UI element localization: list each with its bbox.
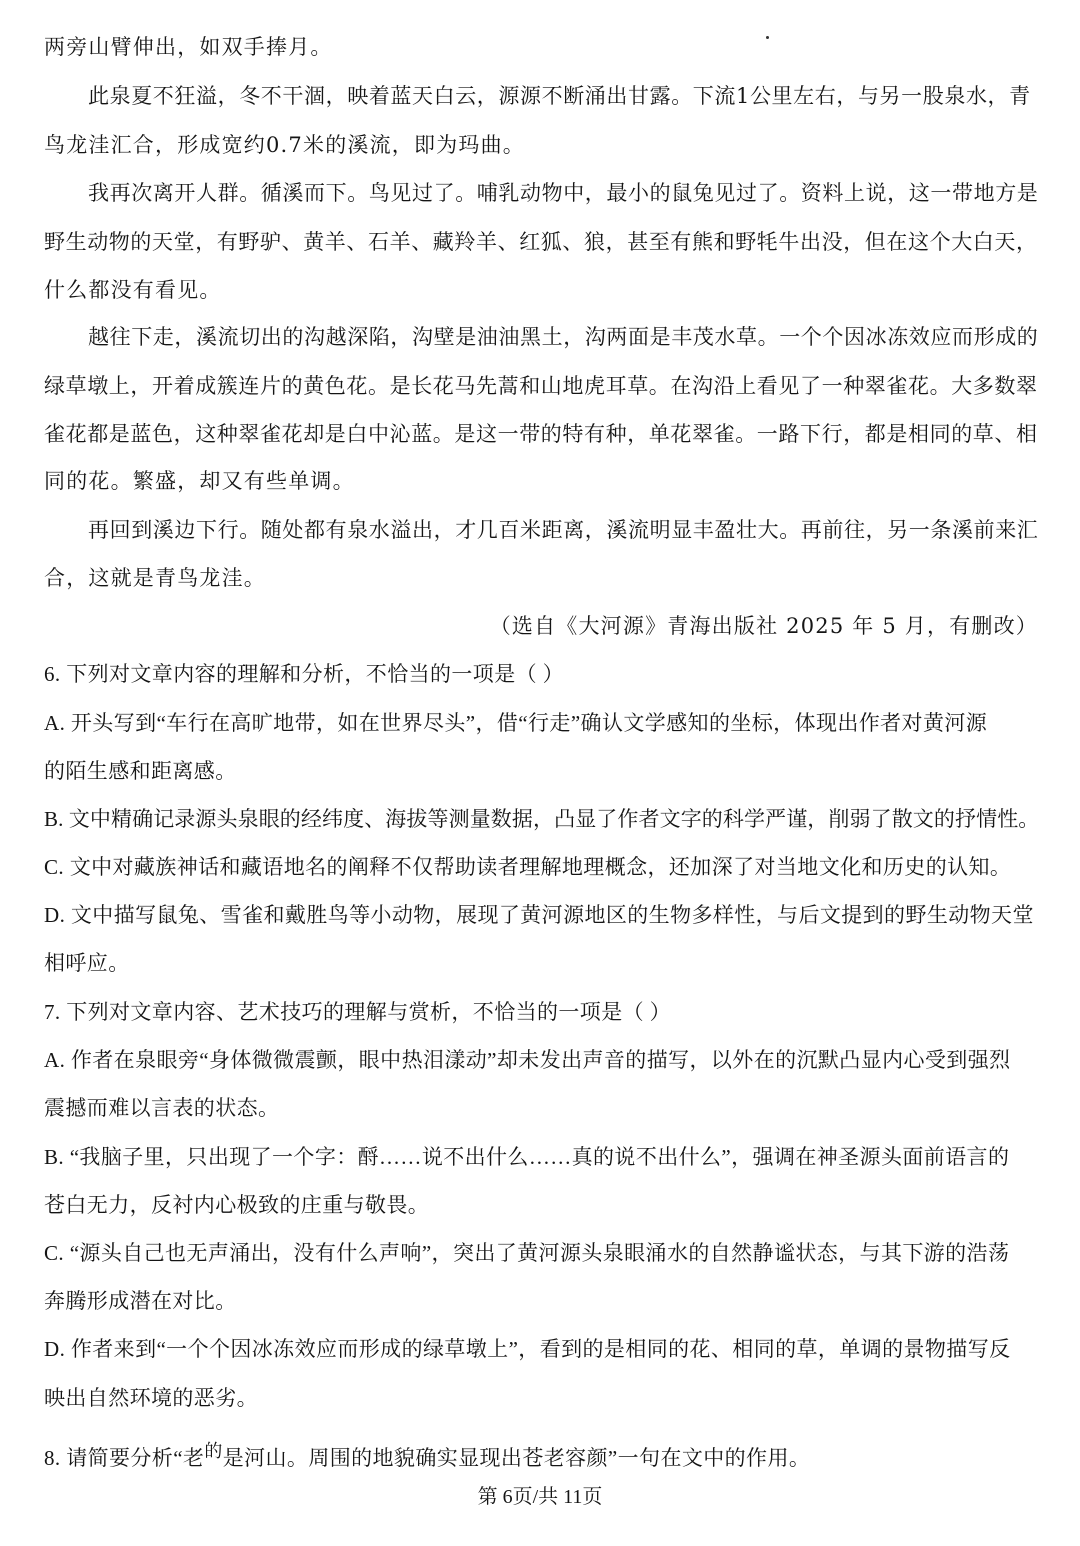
question-7-option-a-cont: 震撼而难以言表的状态。 [44, 1096, 280, 1120]
question-6-option-a-cont: 的陌生感和距离感。 [44, 759, 237, 783]
question-6-option-b: B. 文中精确记录源头泉眼的经纬度、海拔等测量数据，凸显了作者文字的科学严谨，削弱了散文的抒情性。 [44, 807, 1040, 831]
question-7-option-b-cont: 苍白无力，反衬内心极致的庄重与敬畏。 [44, 1193, 430, 1217]
passage-line: 合，这就是青鸟龙洼。 [44, 566, 266, 590]
question-7-option-a: A. 作者在泉眼旁“身体微微震颤，眼中热泪漾动”却未发出声音的描写，以外在的沉默凸显内心受到强烈 [44, 1048, 1011, 1072]
question-7-option-c: C. “源头自己也无声涌出，没有什么声响”，突出了黄河源头泉眼涌水的自然静谧状态，与其下游的浩荡 [44, 1241, 1010, 1265]
question-7-option-d-cont: 映出自然环境的恶劣。 [44, 1386, 258, 1410]
question-8-stem [44, 1443, 1039, 1474]
question-6-stem: 6. 下列对文章内容的理解和分析，不恰当的一项是（ ） [44, 662, 565, 686]
question-7-option-d: D. 作者来到“一个个因冰冻效应而形成的绿草墩上”，看到的是相同的花、相同的草，单调的景物描写反 [44, 1337, 1011, 1361]
passage-line: 雀花都是蓝色，这种翠雀花却是白中沁蓝。是这一带的特有种，单花翠雀。一路下行，都是相同的草、相 [44, 422, 1038, 446]
passage-line: 同的花。繁盛，却又有些单调。 [44, 469, 355, 493]
question-8-text-end: 是河山。周围的地貌确实显现出苍老容颜”一句在文中的作用。 [222, 1446, 811, 1470]
question-7-option-b: B. “我脑子里，只出现了一个字：酹……说不出什么……真的说不出什么”，强调在神圣源头面前语言的 [44, 1145, 1010, 1169]
passage-line: 两旁山臂伸出，如双手捧月。 [44, 35, 333, 59]
question-6-option-c: C. 文中对藏族神话和藏语地名的阐释不仅帮助读者理解地理概念，还加深了对当地文化和历史的认知。 [44, 855, 1012, 879]
passage-line: 鸟龙洼汇合，形成宽约0.7米的溪流，即为玛曲。 [44, 133, 525, 157]
question-8-text-start: 8. 请简要分析“老 [44, 1446, 205, 1470]
passage-line: 绿草墩上，开着成簇连片的黄色花。是长花马先蒿和山地虎耳草。在沟沿上看见了一种翠雀花。大多数翠 [44, 374, 1038, 398]
question-7-option-c-cont: 奔腾形成潜在对比。 [44, 1289, 237, 1313]
passage-line: 什么都没有看见。 [44, 278, 222, 302]
question-6-option-a: A. 开头写到“车行在高旷地带，如在世界尽头”，借“行走”确认文学感知的坐标，体现出作者对黄河源 [44, 711, 988, 735]
question-6-option-d: D. 文中描写鼠兔、雪雀和戴胜鸟等小动物，展现了黄河源地区的生物多样性，与后文提到的野生动物天堂 [44, 903, 1034, 927]
passage-line: 野生动物的天堂，有野驴、黄羊、石羊、藏羚羊、红狐、狼，甚至有熊和野牦牛出没，但在这个大白天， [44, 230, 1038, 254]
page-number: 第 6页/共 11页 [477, 1486, 603, 1508]
passage-source: （选自《大河源》青海出版社 2025 年 5 月，有删改） [489, 614, 1038, 638]
question-8-inserted-char: 的 [204, 1441, 223, 1461]
question-7-stem: 7. 下列对文章内容、艺术技巧的理解与赏析，不恰当的一项是（ ） [44, 1000, 672, 1024]
passage-line: 我再次离开人群。循溪而下。鸟见过了。哺乳动物中，最小的鼠兔见过了。资料上说，这一带地方是 [88, 181, 1039, 205]
passage-line: 再回到溪边下行。随处都有泉水溢出，才几百米距离，溪流明显丰盈壮大。再前往，另一条溪前来汇 [88, 518, 1039, 542]
passage-line: 越往下走，溪流切出的沟越深陷，沟壁是油油黑土，沟两面是丰茂水草。一个个因冰冻效应而形成的 [88, 325, 1039, 349]
passage-line: 此泉夏不狂溢，冬不干涸，映着蓝天白云，源源不断涌出甘露。下流1公里左右，与另一股泉水，青 [88, 84, 1031, 108]
question-6-option-d-cont: 相呼应。 [44, 951, 130, 975]
